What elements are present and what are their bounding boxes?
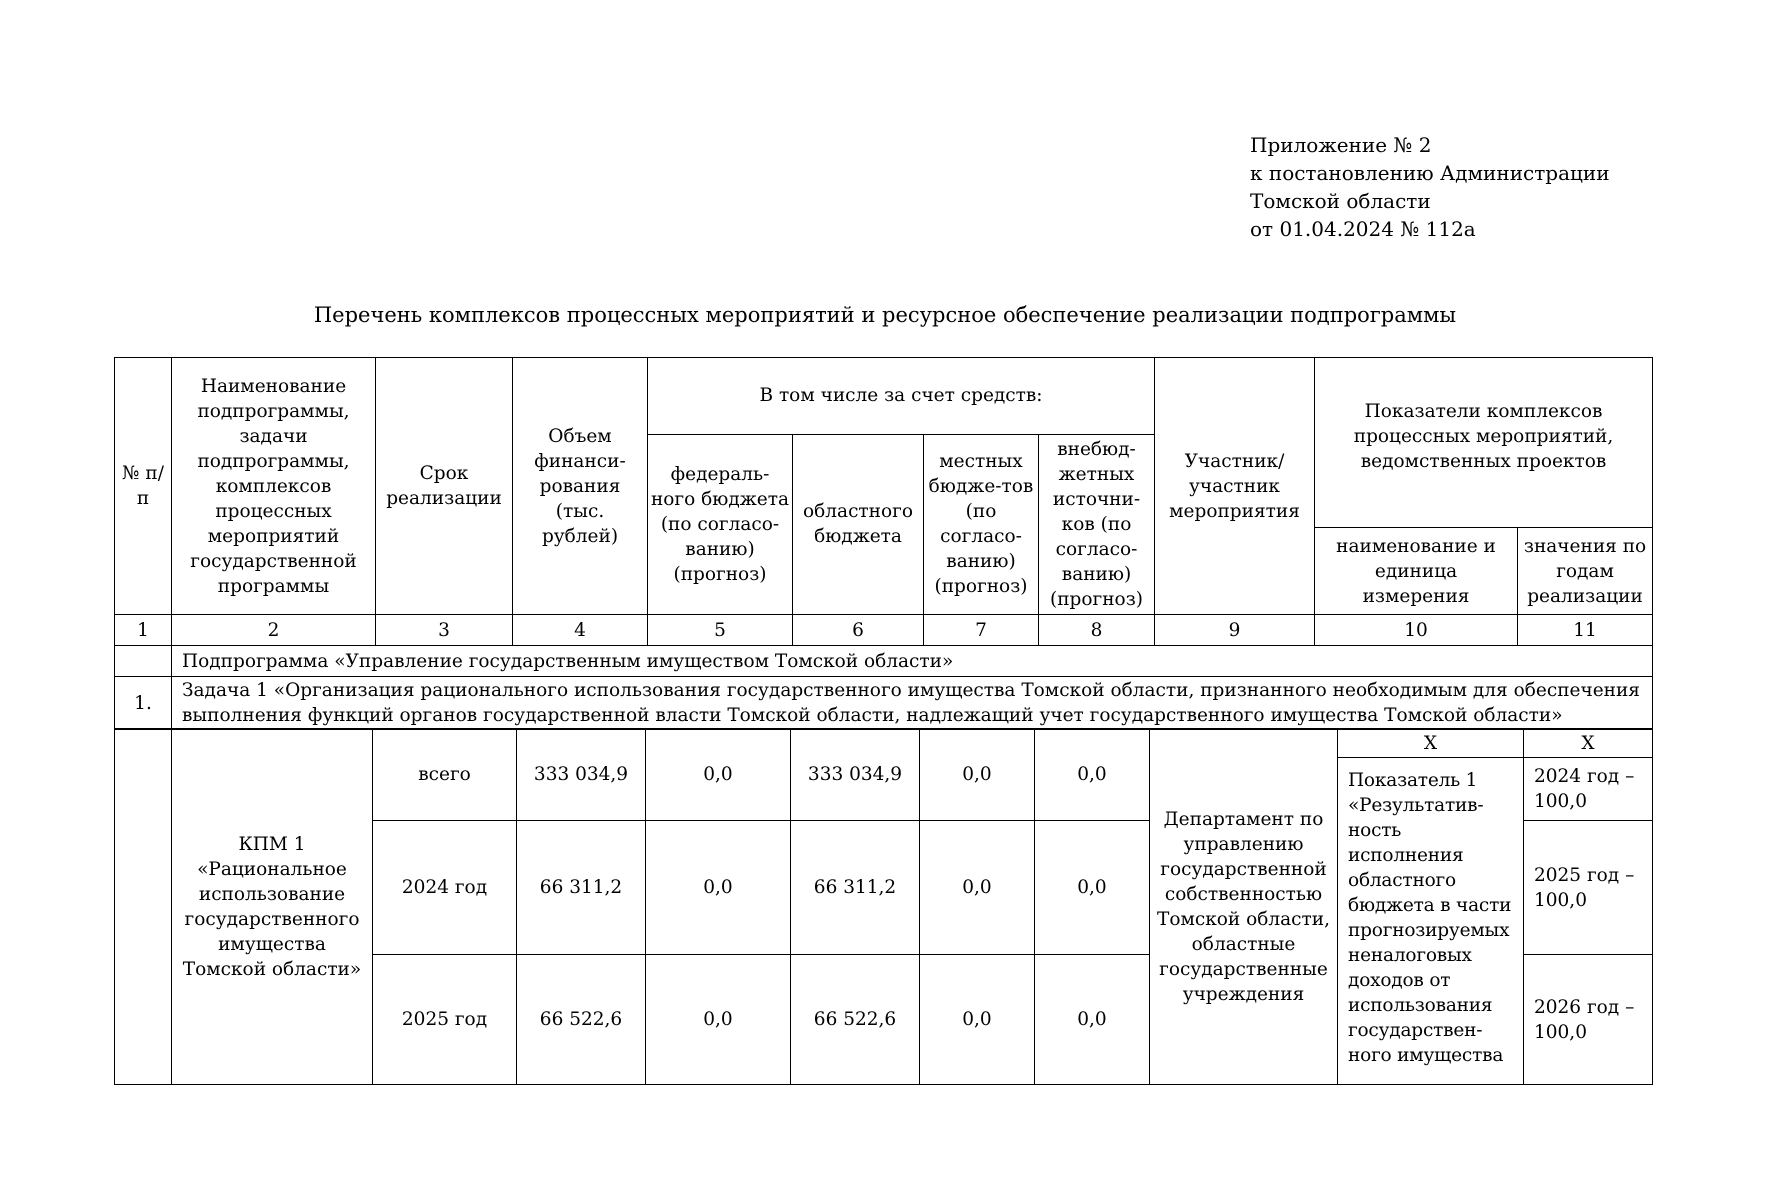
header-name: Наименование подпрограммы, задачи подпрограммы, комплексов процессных мероприятий государственной программы <box>172 358 376 615</box>
task-row: Задача 1 «Организация рационального использования государственного имущества Томской области, признанного необходимым для обеспечения выполнения функций органов государственной власти Томской области, надлежащий учет государственного имущества Томской области» <box>172 677 1653 730</box>
indicator-marker-11: Х <box>1524 729 1653 758</box>
kpm-row-2024-period: 2024 год <box>373 821 517 955</box>
kpm-row-2025-federal: 0,0 <box>646 955 791 1085</box>
kpm-row-2025-local: 0,0 <box>920 955 1035 1085</box>
colnum-11: 11 <box>1518 615 1653 646</box>
annex-line-1: Приложение № 2 <box>1250 133 1432 157</box>
subprogram-row: Подпрограмма «Управление государственным имуществом Томской области» <box>172 646 1653 677</box>
colnum-3: 3 <box>376 615 513 646</box>
header-indicators-group-top <box>1315 358 1653 472</box>
kpm-row-total-period: всего <box>373 729 517 821</box>
annex-line-2: к постановлению Администрации <box>1250 161 1610 185</box>
kpm-row-2024-extra: 0,0 <box>1035 821 1150 955</box>
kpm-row-2024-volume: 66 311,2 <box>517 821 646 955</box>
annex-line-3: Томской области <box>1250 189 1431 213</box>
annex-block <box>1250 131 1610 243</box>
kpm-row-2024-regional: 66 311,2 <box>791 821 920 955</box>
document-title: Перечень комплексов процессных мероприятий и ресурсное обеспечение реализации подпрограммы <box>313 303 1457 327</box>
kpm-row-2024-local: 0,0 <box>920 821 1035 955</box>
kpm-row-total-regional: 333 034,9 <box>791 729 920 821</box>
indicator-value-2025: 2025 год – 100,0 <box>1524 821 1653 955</box>
kpm-row-total-federal: 0,0 <box>646 729 791 821</box>
kpm-row-total-extra: 0,0 <box>1035 729 1150 821</box>
header-extrabudget: внебюд-жетных источни-ков (по согласо-ванию) (прогноз) <box>1039 434 1155 615</box>
indicator-value-2024: 2024 год – 100,0 <box>1524 758 1653 821</box>
kpm-participant: Департамент по управлению государственной собственностью Томской области, областные государственные учреждения <box>1150 729 1338 1085</box>
header-number: № п/п <box>115 358 172 615</box>
kpm-row-total-local: 0,0 <box>920 729 1035 821</box>
kpm-row-2025-volume: 66 522,6 <box>517 955 646 1085</box>
task-number: 1. <box>115 677 172 730</box>
annex-line-4: от 01.04.2024 № 112а <box>1250 217 1476 241</box>
kpm-row-total-volume: 333 034,9 <box>517 729 646 821</box>
header-funds-group: В том числе за счет средств: <box>648 358 1155 435</box>
indicator-name: Показатель 1 «Результатив-ность исполнения областного бюджета в части прогнозируемых неналоговых доходов от использования государствен-ного имущества <box>1338 758 1524 1085</box>
kpm-number-cell <box>115 729 172 1085</box>
header-table <box>114 357 1653 730</box>
colnum-9: 9 <box>1155 615 1315 646</box>
header-period: Срок реализации <box>376 358 513 615</box>
colnum-5: 5 <box>648 615 793 646</box>
indicator-marker-10: Х <box>1338 729 1524 758</box>
kpm-name: КПМ 1 «Рациональное использование государственного имущества Томской области» <box>172 729 373 1085</box>
subprogram-number-cell <box>115 646 172 677</box>
header-federal: федераль-ного бюджета (по согласо-ванию) (прогноз) <box>648 434 793 615</box>
kpm-table <box>114 728 1653 1085</box>
kpm-row-2025-extra: 0,0 <box>1035 955 1150 1085</box>
colnum-4: 4 <box>513 615 648 646</box>
kpm-row-2025-period: 2025 год <box>373 955 517 1085</box>
header-regional: областного бюджета <box>793 434 924 615</box>
header-indicator-name: наименование и единица измерения <box>1315 528 1518 614</box>
colnum-10: 10 <box>1315 615 1518 646</box>
header-volume: Объем финанси-рования (тыс. рублей) <box>513 358 648 615</box>
kpm-row-2025-regional: 66 522,6 <box>791 955 920 1085</box>
header-indicators-group: Показатели комплексов процессных мероприятий, ведомственных проектов <box>1353 400 1614 472</box>
header-participant: Участник/ участник мероприятия <box>1155 358 1315 615</box>
header-local: местных бюдже-тов (по согласо-ванию) (прогноз) <box>924 434 1039 615</box>
colnum-7: 7 <box>924 615 1039 646</box>
colnum-2: 2 <box>172 615 376 646</box>
kpm-row-2024-federal: 0,0 <box>646 821 791 955</box>
colnum-8: 8 <box>1039 615 1155 646</box>
colnum-1: 1 <box>115 615 172 646</box>
indicator-value-2026: 2026 год – 100,0 <box>1524 955 1653 1085</box>
header-indicator-values: значения по годам реализации <box>1523 535 1647 607</box>
colnum-6: 6 <box>793 615 924 646</box>
